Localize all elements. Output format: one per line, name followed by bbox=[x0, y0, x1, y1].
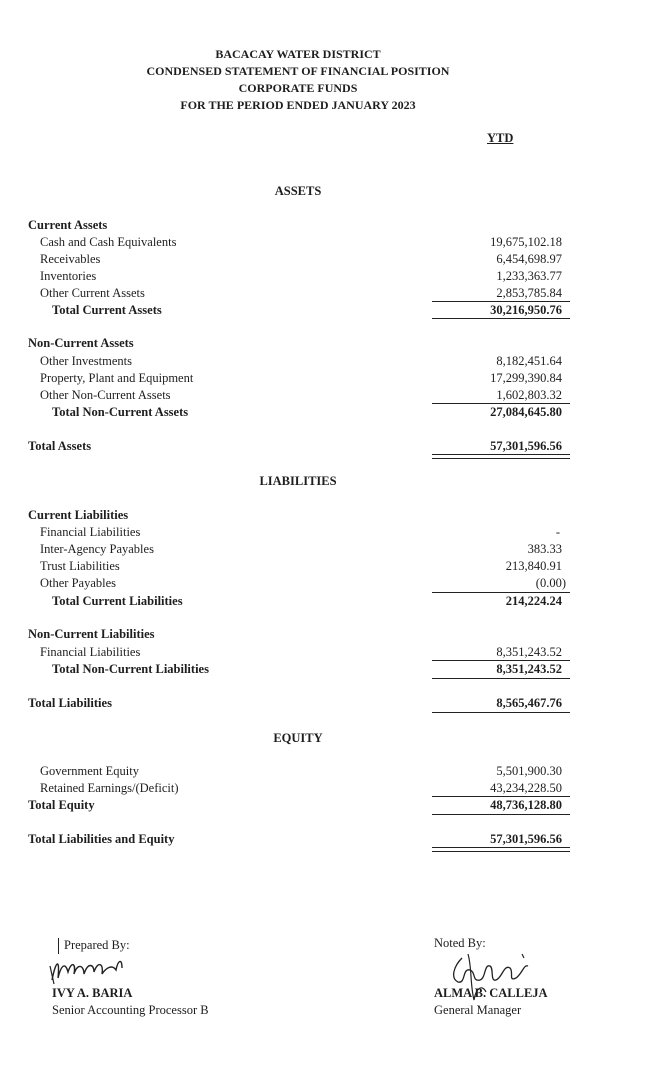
statement-title: CONDENSED STATEMENT OF FINANCIAL POSITION bbox=[146, 64, 450, 78]
total-amount: 57,301,596.56 bbox=[490, 439, 562, 453]
row-amount: 6,454,698.97 bbox=[496, 252, 562, 266]
grand-total-row bbox=[0, 831, 658, 848]
statement-row bbox=[0, 387, 658, 404]
double-underline bbox=[432, 454, 570, 459]
statement-row bbox=[0, 763, 658, 780]
total-equity-row bbox=[0, 797, 658, 814]
statement-row bbox=[0, 251, 658, 268]
fund-name: CORPORATE FUNDS bbox=[238, 81, 358, 95]
row-amount: 19,675,102.18 bbox=[490, 235, 562, 249]
ytd-column-header: YTD bbox=[487, 131, 514, 145]
subtotal-label: Total Current Assets bbox=[52, 303, 162, 317]
subtotal-amount: 214,224.24 bbox=[505, 594, 562, 608]
row-label: Cash and Cash Equivalents bbox=[40, 235, 177, 249]
row-label: Inventories bbox=[40, 269, 97, 283]
row-amount: 1,602,803.32 bbox=[496, 388, 562, 402]
subtotal-row bbox=[0, 661, 658, 678]
row-label: Financial Liabilities bbox=[40, 525, 141, 539]
noncurrent-liabilities-heading: Non-Current Liabilities bbox=[28, 627, 155, 641]
total-liabilities-row bbox=[0, 695, 658, 712]
total-amount: 8,565,467.76 bbox=[496, 696, 562, 710]
period-label: FOR THE PERIOD ENDED JANUARY 2023 bbox=[180, 98, 416, 112]
row-amount: (0.00) bbox=[535, 576, 566, 590]
row-label: Financial Liabilities bbox=[40, 645, 141, 659]
subtotal-label: Total Current Liabilities bbox=[52, 594, 183, 608]
statement-row bbox=[0, 353, 658, 370]
statement-row bbox=[0, 644, 658, 661]
row-amount: 383.33 bbox=[527, 542, 562, 556]
row-label: Inter-Agency Payables bbox=[40, 542, 154, 556]
row-amount: 1,233,363.77 bbox=[496, 269, 562, 283]
total-underline bbox=[432, 814, 570, 815]
row-amount: 17,299,390.84 bbox=[490, 371, 562, 385]
total-underline bbox=[432, 712, 570, 713]
row-label: Other Non-Current Assets bbox=[40, 388, 171, 402]
subtotal-underline bbox=[432, 678, 570, 679]
row-label: Receivables bbox=[40, 252, 101, 266]
noted-by-name: ALMA B. CALLEJA bbox=[434, 986, 548, 1000]
row-amount: 213,840.91 bbox=[505, 559, 562, 573]
row-label: Other Current Assets bbox=[40, 286, 145, 300]
total-label: Total Liabilities bbox=[28, 696, 112, 710]
row-label: Trust Liabilities bbox=[40, 559, 120, 573]
subtotal-row bbox=[0, 302, 658, 319]
statement-row bbox=[0, 541, 658, 558]
prepared-by-label: Prepared By: bbox=[64, 938, 130, 952]
row-label: Government Equity bbox=[40, 764, 139, 778]
noncurrent-assets-heading: Non-Current Assets bbox=[28, 336, 134, 350]
subtotal-amount: 30,216,950.76 bbox=[490, 303, 562, 317]
row-amount: 43,234,228.50 bbox=[490, 781, 562, 795]
total-label: Total Equity bbox=[28, 798, 95, 812]
subtotal-amount: 8,351,243.52 bbox=[496, 662, 562, 676]
statement-row bbox=[0, 524, 658, 541]
liabilities-section-title: LIABILITIES bbox=[259, 474, 337, 488]
current-liabilities-heading: Current Liabilities bbox=[28, 508, 129, 522]
prepared-by-position: Senior Accounting Processor B bbox=[52, 1003, 209, 1017]
subtotal-underline bbox=[432, 318, 570, 319]
row-amount: - bbox=[555, 525, 560, 539]
grand-total-label: Total Liabilities and Equity bbox=[28, 832, 175, 846]
row-label: Retained Earnings/(Deficit) bbox=[40, 781, 179, 795]
prepared-signature bbox=[44, 950, 134, 990]
noted-by-position: General Manager bbox=[434, 1003, 522, 1017]
current-assets-heading: Current Assets bbox=[28, 218, 108, 232]
subtotal-amount: 27,084,645.80 bbox=[490, 405, 562, 419]
row-amount: 5,501,900.30 bbox=[496, 764, 562, 778]
prepared-by-name: IVY A. BARIA bbox=[52, 986, 133, 1000]
statement-row bbox=[0, 234, 658, 251]
row-amount: 8,182,451.64 bbox=[496, 354, 562, 368]
row-amount: 8,351,243.52 bbox=[496, 645, 562, 659]
row-amount: 2,853,785.84 bbox=[496, 286, 562, 300]
statement-row bbox=[0, 558, 658, 575]
statement-row bbox=[0, 268, 658, 285]
noted-by-label: Noted By: bbox=[434, 936, 486, 950]
statement-row bbox=[0, 575, 658, 592]
statement-row bbox=[0, 370, 658, 387]
subtotal-label: Total Non-Current Assets bbox=[52, 405, 189, 419]
subtotal-row bbox=[0, 593, 658, 610]
statement-row bbox=[0, 285, 658, 302]
total-label: Total Assets bbox=[28, 439, 92, 453]
assets-section-title: ASSETS bbox=[274, 184, 322, 198]
subtotal-label: Total Non-Current Liabilities bbox=[52, 662, 209, 676]
total-amount: 48,736,128.80 bbox=[490, 798, 562, 812]
subtotal-row bbox=[0, 404, 658, 421]
equity-section-title: EQUITY bbox=[273, 731, 323, 745]
grand-total-amount: 57,301,596.56 bbox=[490, 832, 562, 846]
statement-row bbox=[0, 780, 658, 797]
row-label: Other Payables bbox=[40, 576, 117, 590]
double-underline bbox=[432, 847, 570, 852]
entity-name: BACACAY WATER DISTRICT bbox=[215, 47, 381, 61]
row-label: Other Investments bbox=[40, 354, 132, 368]
total-assets-row bbox=[0, 438, 658, 455]
row-label: Property, Plant and Equipment bbox=[40, 371, 194, 385]
